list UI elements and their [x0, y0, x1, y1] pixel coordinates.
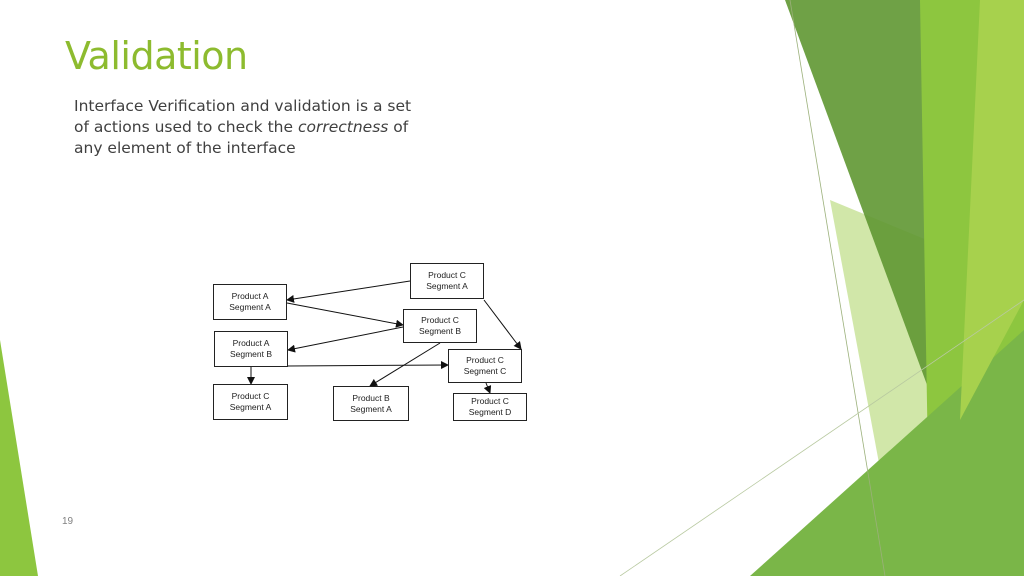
body-text-part-1: Interface Verification and validation is a set of actions used to check the [74, 97, 412, 136]
body-text-emphasis: correctness [297, 118, 389, 136]
diagram-edge-n5-to-n8 [370, 343, 440, 386]
node-label-line-1: Product C [428, 270, 466, 280]
node-label-line-2: Segment A [229, 402, 272, 412]
diagram-edge-n5-to-n2 [288, 327, 403, 350]
diagram-edge-n4-to-n6 [484, 300, 521, 349]
diagram-edge-n6-to-n7 [486, 383, 490, 393]
slide-title: Validation [65, 34, 248, 78]
node-label-line-1: Product A [231, 291, 269, 301]
node-label-line-2: Segment B [229, 349, 273, 359]
page-number: 19 [62, 516, 74, 527]
node-label-line-2: Segment C [463, 366, 507, 376]
diagram-node-n8 [333, 386, 409, 421]
diagram-node-n2 [214, 331, 288, 367]
node-label-line-2: Segment B [418, 326, 462, 336]
diagram-edge-n1-to-n5 [287, 303, 403, 325]
diagram-node-n3 [213, 384, 288, 420]
diagram-edge-n2-to-n6 [288, 365, 448, 366]
node-label-line-2: Segment D [468, 407, 512, 417]
diagram-node-n1 [213, 284, 287, 320]
node-label-line-2: Segment A [350, 403, 392, 414]
node-label-line-1: Product C [471, 396, 509, 406]
node-label-line-1: Product C [466, 355, 504, 365]
diagram-edge-n4-to-n1 [287, 281, 410, 300]
node-label-line-1: Product C [421, 315, 459, 325]
node-label-line-1: Product A [232, 338, 270, 348]
diagram-node-n4 [410, 263, 484, 299]
node-label-line-1: Product B [352, 392, 390, 403]
node-label-line-1: Product C [231, 391, 270, 401]
diagram-node-n6 [448, 349, 522, 383]
diagram-node-n7 [453, 393, 527, 421]
body-text-part-2: of any element of the interface [74, 118, 409, 157]
diagram-node-n5 [403, 309, 477, 343]
node-label-line-2: Segment A [229, 302, 271, 312]
node-label-line-2: Segment A [426, 281, 468, 291]
